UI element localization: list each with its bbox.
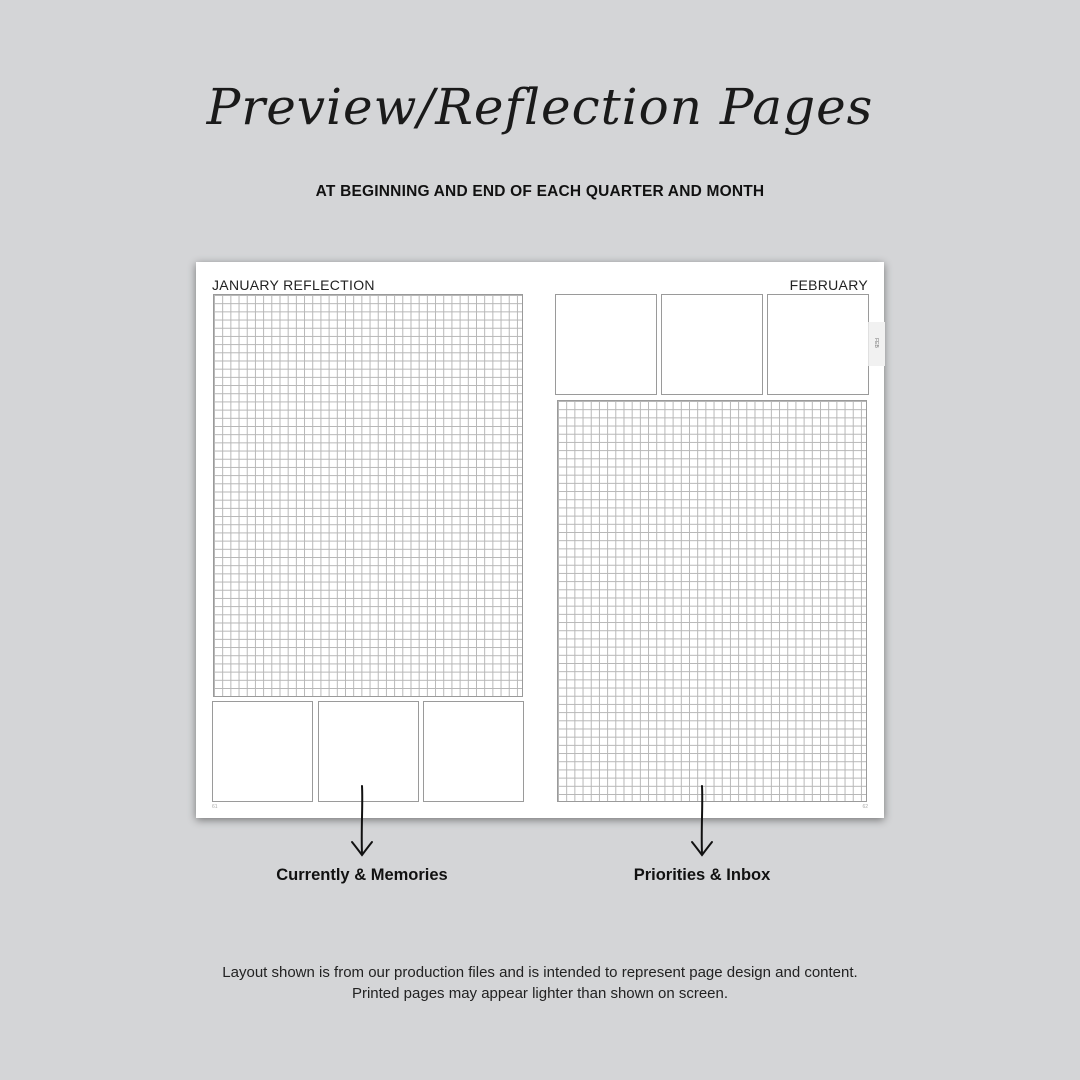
page-subtitle: AT BEGINNING AND END OF EACH QUARTER AND MONTH <box>315 183 765 200</box>
down-arrow-icon-left <box>346 784 378 860</box>
footer-line-2: Printed pages may appear lighter than shown on screen. <box>351 985 729 1002</box>
down-arrow-icon-right <box>686 784 718 860</box>
left-box-3 <box>423 701 524 802</box>
left-page-heading: JANUARY REFLECTION <box>212 277 375 293</box>
month-tab-label: FEB <box>872 338 879 348</box>
planner-spread-preview <box>196 262 884 818</box>
left-callout-label: Currently & Memories <box>276 866 448 884</box>
right-grid-area <box>557 400 867 802</box>
month-tab <box>868 322 885 366</box>
footer-line-1: Layout shown is from our production files and is intended to represent page design and content. <box>222 964 858 981</box>
left-box-1 <box>212 701 313 802</box>
left-page-number: 61 <box>212 804 218 810</box>
footer-note <box>0 962 1080 1004</box>
right-page-number: 62 <box>862 804 868 810</box>
right-box-2 <box>661 294 763 395</box>
right-box-3 <box>767 294 869 395</box>
page-title: Preview/Reflection Pages <box>206 78 874 136</box>
right-callout-label: Priorities & Inbox <box>633 866 771 884</box>
right-box-1 <box>555 294 657 395</box>
right-page-heading: FEBRUARY <box>789 277 868 293</box>
left-grid-area <box>213 294 523 697</box>
